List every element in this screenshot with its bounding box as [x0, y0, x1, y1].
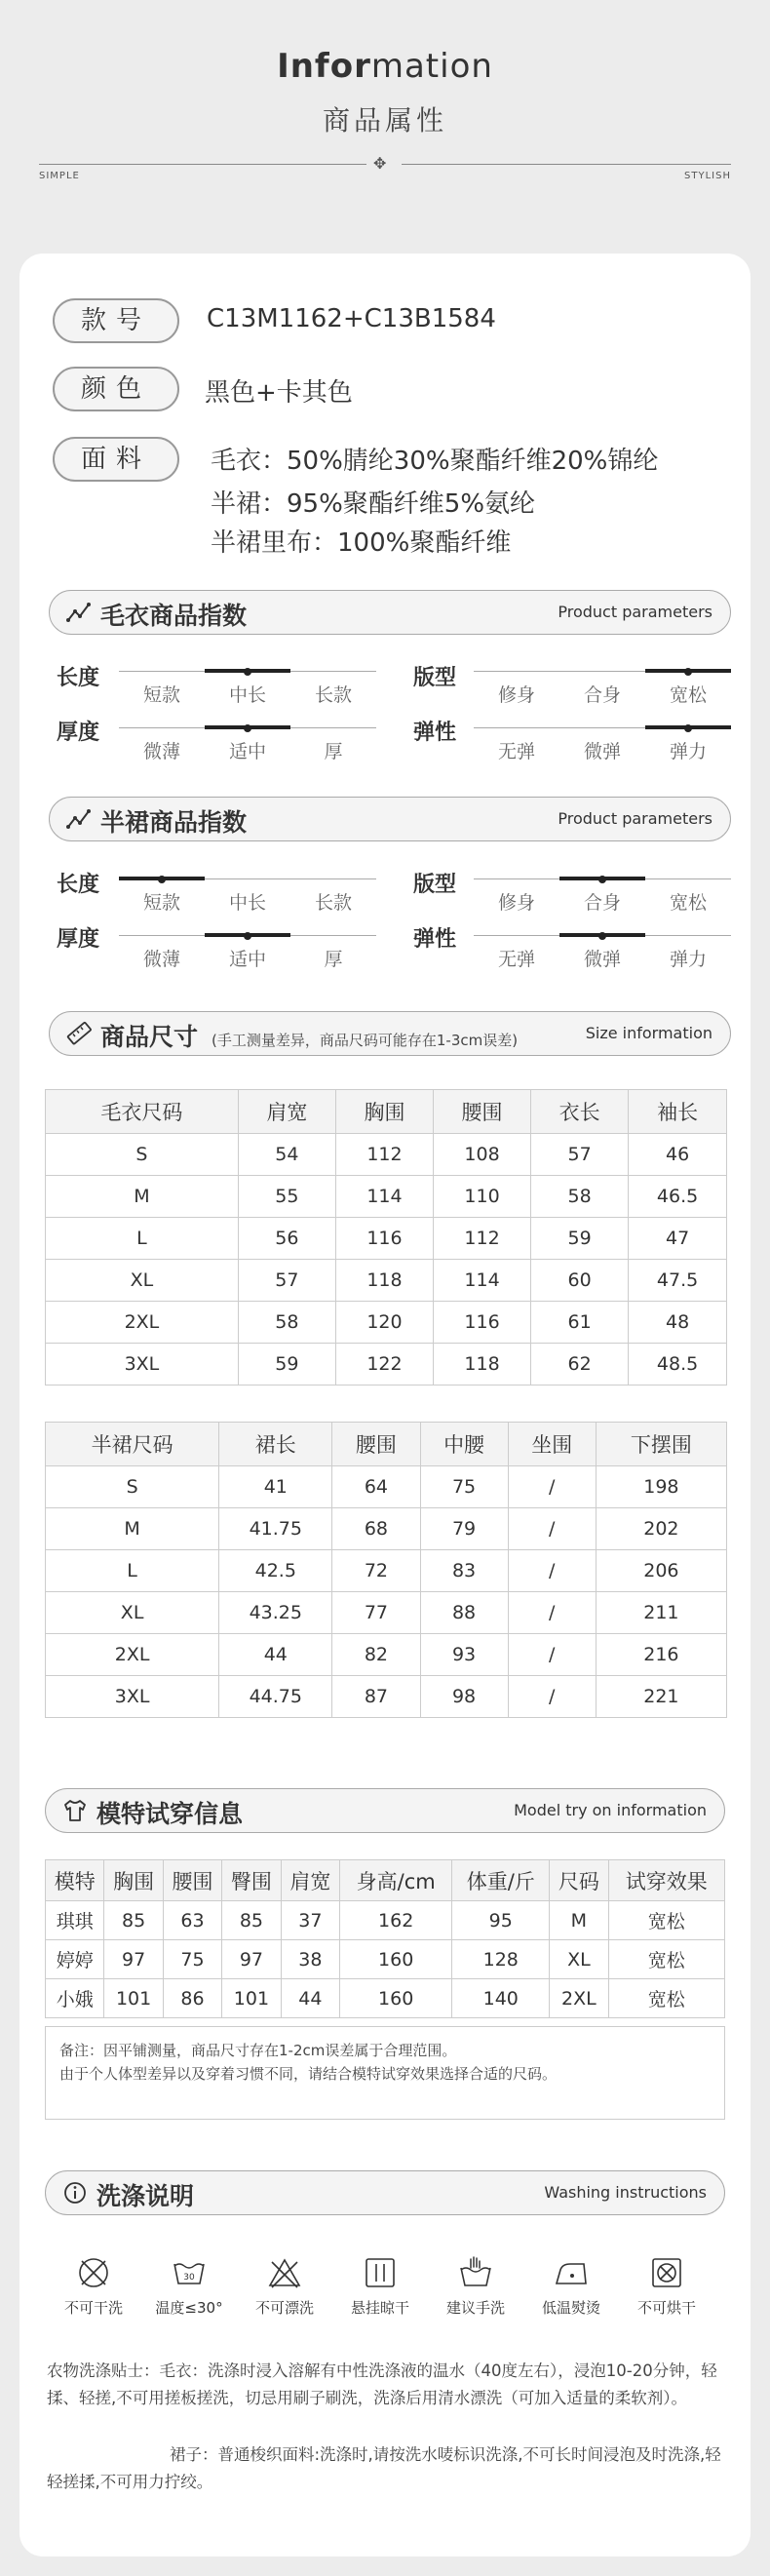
size-title: 商品尺寸 (手工测量差异，商品尺码可能存在1-3cm误差)	[100, 1023, 519, 1051]
table-cell: /	[508, 1466, 596, 1508]
table-cell: 63	[163, 1901, 221, 1940]
scale-label: 厚度	[57, 927, 100, 952]
table-cell: 75	[420, 1466, 508, 1508]
table-cell: 60	[531, 1260, 629, 1302]
table-cell: 47	[629, 1218, 727, 1260]
table-cell: 48	[629, 1302, 727, 1344]
scale-option-label: 修身	[497, 892, 535, 914]
table-row	[46, 1508, 727, 1550]
wash-title: 洗涤说明	[96, 2182, 195, 2210]
table-cell: 202	[596, 1508, 726, 1550]
table-header-cell: 肩宽	[238, 1090, 335, 1134]
scale-label: 版型	[413, 873, 457, 897]
scale-option-label: 微弹	[583, 949, 621, 970]
table-cell: L	[46, 1218, 239, 1260]
table-row	[46, 1134, 727, 1176]
table-cell: 206	[596, 1550, 726, 1592]
wash-label: 不可干洗	[63, 2299, 123, 2317]
trend-icon	[65, 805, 93, 833]
table-cell: 128	[452, 1940, 550, 1979]
color-label: 颜色	[53, 367, 179, 411]
header-title-cn: 商品属性	[322, 104, 447, 137]
table-cell: 3XL	[46, 1344, 239, 1386]
table-cell: 116	[335, 1218, 433, 1260]
shirt-icon	[61, 1797, 89, 1824]
no-tumble-dry-icon	[648, 2254, 685, 2291]
model-en: Model try on information	[514, 1801, 707, 1819]
header-title-en: Information	[277, 47, 493, 86]
table-header-cell: 体重/斤	[452, 1860, 550, 1901]
scale-option	[559, 927, 645, 970]
model-banner	[45, 1788, 725, 1833]
table-cell: 婷婷	[46, 1940, 104, 1979]
scale-option	[119, 720, 205, 762]
table-header-cell: 腰围	[163, 1860, 221, 1901]
table-cell: 83	[420, 1550, 508, 1592]
table-cell: 140	[452, 1979, 550, 2018]
table-cell: /	[508, 1634, 596, 1676]
table-cell: M	[46, 1176, 239, 1218]
skirt-index-banner	[49, 797, 731, 841]
table-cell: 42.5	[219, 1550, 332, 1592]
table-cell: 118	[335, 1260, 433, 1302]
table-header-cell: 毛衣尺码	[46, 1090, 239, 1134]
table-cell: 160	[340, 1979, 452, 2018]
scale-option-label: 宽松	[669, 892, 707, 914]
table-cell: 宽松	[608, 1940, 724, 1979]
scale-option-label: 微薄	[142, 949, 180, 970]
table-cell: 41	[219, 1466, 332, 1508]
table-cell: /	[508, 1592, 596, 1634]
scale-label: 弹性	[413, 927, 457, 952]
table-cell: 120	[335, 1302, 433, 1344]
table-cell: 211	[596, 1592, 726, 1634]
note-line: 备注：因平铺测量，商品尺寸存在1-2cm误差属于合理范围。	[59, 2042, 457, 2059]
scale-option-label: 微薄	[142, 741, 180, 762]
table-cell: 2XL	[46, 1302, 239, 1344]
table-cell: 72	[332, 1550, 420, 1592]
fabric-line: 半裙：95%聚酯纤维5%氨纶	[211, 489, 536, 519]
wash-30-icon	[171, 2254, 208, 2291]
scale-option	[645, 927, 731, 970]
color-value: 黑色+卡其色	[205, 378, 353, 408]
table-cell: 116	[434, 1302, 531, 1344]
table-cell: 64	[332, 1466, 420, 1508]
table-cell: M	[46, 1508, 219, 1550]
table-cell: 97	[104, 1940, 163, 1979]
care-tip-skirt: 裙子：普通梭织面料:洗涤时,请按洗水唛标识洗涤,不可长时间浸泡及时洗涤,轻轻搓揉,不可用力拧绞。	[47, 2445, 721, 2491]
table-cell: 93	[420, 1634, 508, 1676]
scale-label: 长度	[57, 873, 100, 897]
scale-option-label: 短款	[142, 684, 180, 706]
table-cell: 77	[332, 1592, 420, 1634]
sweater-index-title: 毛衣商品指数	[100, 602, 248, 630]
table-cell: 162	[340, 1901, 452, 1940]
scale-option-label: 无弹	[497, 741, 535, 762]
table-header-cell: 腰围	[434, 1090, 531, 1134]
model-note	[45, 2026, 725, 2120]
table-cell: /	[508, 1508, 596, 1550]
scale-option-label: 中长	[228, 892, 266, 914]
table-cell: 79	[420, 1508, 508, 1550]
sweater-thickness-scale	[119, 720, 376, 762]
crosshair-icon: ✥	[373, 154, 387, 173]
skirt-fit-scale	[474, 871, 731, 914]
table-cell: 198	[596, 1466, 726, 1508]
table-cell: 宽松	[608, 1979, 724, 2018]
info-icon	[61, 2179, 89, 2206]
table-cell: 小娥	[46, 1979, 104, 2018]
scale-option	[645, 663, 731, 706]
fabric-line: 毛衣：50%腈纶30%聚酯纤维20%锦纶	[211, 447, 659, 476]
table-header-cell: 中腰	[420, 1423, 508, 1466]
table-cell: 95	[452, 1901, 550, 1940]
scale-option	[290, 663, 376, 706]
table-row	[46, 1260, 727, 1302]
sweater-index-en: Product parameters	[558, 603, 712, 621]
table-cell: 琪琪	[46, 1901, 104, 1940]
table-cell: /	[508, 1676, 596, 1718]
table-cell: XL	[46, 1592, 219, 1634]
table-header-cell: 胸围	[104, 1860, 163, 1901]
fabric-line: 半裙里布：100%聚酯纤维	[211, 528, 512, 558]
table-cell: XL	[550, 1940, 608, 1979]
skirt-size-table	[45, 1422, 727, 1718]
scale-option	[474, 720, 559, 762]
hang-dry-icon	[362, 2254, 399, 2291]
model-title: 模特试穿信息	[96, 1800, 244, 1828]
wash-item	[331, 2254, 429, 2318]
table-cell: 2XL	[46, 1634, 219, 1676]
scale-option-label: 弹力	[669, 741, 707, 762]
table-cell: 46	[629, 1134, 727, 1176]
scale-option	[559, 663, 645, 706]
divider-right	[402, 164, 731, 165]
stylish-tag: STYLISH	[684, 171, 731, 181]
table-header-cell: 腰围	[332, 1423, 420, 1466]
scale-option-label: 适中	[228, 741, 266, 762]
sweater-length-scale	[119, 663, 376, 706]
table-header-cell: 尺码	[550, 1860, 608, 1901]
scale-option-label: 修身	[497, 684, 535, 706]
table-cell: 2XL	[550, 1979, 608, 2018]
scale-label: 长度	[57, 666, 100, 690]
table-header-cell: 臀围	[222, 1860, 281, 1901]
scale-option	[205, 720, 290, 762]
care-tip-sweater: 农物洗涤贴士：毛衣：洗涤时浸入溶解有中性洗涤液的温水（40度左右），浸泡10-20分钟，轻揉、轻搓,不可用搓板搓洗，切忌用刷子刷洗，洗涤后用清水漂洗（可加入适量的柔软剂）。	[47, 2361, 717, 2407]
scale-option	[645, 720, 731, 762]
table-row	[46, 1592, 727, 1634]
low-iron-icon	[553, 2254, 590, 2291]
ruler-icon	[65, 1020, 93, 1047]
table-cell: S	[46, 1134, 239, 1176]
table-cell: 44	[281, 1979, 339, 2018]
sweater-fit-scale	[474, 663, 731, 706]
scale-option	[474, 871, 559, 914]
style-number-value: C13M1162+C13B1584	[207, 304, 496, 333]
table-cell: 44	[219, 1634, 332, 1676]
table-cell: 82	[332, 1634, 420, 1676]
table-cell: M	[550, 1901, 608, 1940]
wash-label: 温度≤30°	[155, 2299, 223, 2317]
table-cell: 58	[238, 1302, 335, 1344]
table-cell: 87	[332, 1676, 420, 1718]
table-header-cell: 衣长	[531, 1090, 629, 1134]
divider-left	[39, 164, 366, 165]
wash-item	[618, 2254, 715, 2318]
table-cell: 55	[238, 1176, 335, 1218]
table-row	[46, 1550, 727, 1592]
table-cell: 57	[531, 1134, 629, 1176]
table-cell: 62	[531, 1344, 629, 1386]
table-cell: 41.75	[219, 1508, 332, 1550]
table-cell: 44.75	[219, 1676, 332, 1718]
scale-option	[290, 871, 376, 914]
table-cell: 37	[281, 1901, 339, 1940]
info-card	[19, 254, 751, 2556]
hand-wash-icon	[457, 2254, 494, 2291]
model-table	[45, 1859, 725, 2018]
table-cell: 61	[531, 1302, 629, 1344]
table-row	[46, 1634, 727, 1676]
table-header-row	[46, 1423, 727, 1466]
table-row	[46, 1940, 725, 1979]
wash-label: 不可烘干	[636, 2299, 696, 2317]
table-cell: 160	[340, 1940, 452, 1979]
table-cell: XL	[46, 1260, 239, 1302]
table-cell: 114	[434, 1260, 531, 1302]
scale-option	[290, 720, 376, 762]
table-cell: 38	[281, 1940, 339, 1979]
scale-option	[559, 871, 645, 914]
scale-option	[119, 927, 205, 970]
wash-item	[45, 2254, 142, 2318]
table-header-cell: 肩宽	[281, 1860, 339, 1901]
note-line: 由于个人体型差异以及穿着习惯不同，请结合模特试穿效果选择合适的尺码。	[59, 2065, 558, 2083]
table-cell: 97	[222, 1940, 281, 1979]
trend-icon	[65, 599, 93, 626]
table-cell: 85	[222, 1901, 281, 1940]
table-cell: 48.5	[629, 1344, 727, 1386]
table-row	[46, 1901, 725, 1940]
table-header-cell: 裙长	[219, 1423, 332, 1466]
scale-option-label: 短款	[142, 892, 180, 914]
wash-item	[427, 2254, 524, 2318]
table-cell: 118	[434, 1344, 531, 1386]
table-cell: 46.5	[629, 1176, 727, 1218]
scale-option	[474, 663, 559, 706]
table-header-cell: 半裙尺码	[46, 1423, 219, 1466]
table-header-cell: 坐围	[508, 1423, 596, 1466]
wash-item	[522, 2254, 620, 2318]
skirt-index-en: Product parameters	[558, 809, 712, 828]
table-cell: 58	[531, 1176, 629, 1218]
table-row	[46, 1979, 725, 2018]
table-header-cell: 模特	[46, 1860, 104, 1901]
page-header	[0, 0, 770, 254]
scale-option	[205, 663, 290, 706]
wash-banner	[45, 2170, 725, 2215]
size-banner	[49, 1011, 731, 1056]
wash-item	[140, 2254, 238, 2318]
table-cell: 108	[434, 1134, 531, 1176]
size-en: Size information	[585, 1024, 712, 1042]
style-number-label: 款号	[53, 298, 179, 343]
svg-text:30: 30	[183, 2273, 195, 2283]
table-row	[46, 1218, 727, 1260]
table-cell: S	[46, 1466, 219, 1508]
scale-option	[559, 720, 645, 762]
table-cell: 88	[420, 1592, 508, 1634]
table-cell: 101	[104, 1979, 163, 2018]
table-cell: 221	[596, 1676, 726, 1718]
table-header-cell: 胸围	[335, 1090, 433, 1134]
table-cell: 59	[531, 1218, 629, 1260]
table-cell: 216	[596, 1634, 726, 1676]
scale-option-label: 弹力	[669, 949, 707, 970]
sweater-elastic-scale	[474, 720, 731, 762]
table-cell: 68	[332, 1508, 420, 1550]
scale-option	[205, 871, 290, 914]
table-header-row	[46, 1090, 727, 1134]
scale-option	[119, 871, 205, 914]
table-cell: 110	[434, 1176, 531, 1218]
scale-option	[119, 663, 205, 706]
table-cell: /	[508, 1550, 596, 1592]
table-cell: L	[46, 1550, 219, 1592]
table-header-row	[46, 1860, 725, 1901]
table-cell: 57	[238, 1260, 335, 1302]
wash-item	[236, 2254, 333, 2318]
table-cell: 112	[434, 1218, 531, 1260]
scale-option-label: 厚	[324, 741, 343, 762]
table-cell: 43.25	[219, 1592, 332, 1634]
table-row	[46, 1676, 727, 1718]
wash-label: 悬挂晾干	[350, 2299, 409, 2317]
table-row	[46, 1344, 727, 1386]
skirt-index-title: 半裙商品指数	[100, 808, 248, 837]
wash-label: 低温熨烫	[541, 2299, 600, 2317]
no-dry-clean-icon	[75, 2254, 112, 2291]
table-row	[46, 1466, 727, 1508]
scale-option	[474, 927, 559, 970]
scale-option-label: 合身	[583, 892, 621, 914]
skirt-elastic-scale	[474, 927, 731, 970]
scale-label: 厚度	[57, 721, 100, 745]
size-subtitle: (手工测量差异，商品尺码可能存在1-3cm误差)	[212, 1032, 519, 1049]
scale-option-label: 无弹	[497, 949, 535, 970]
sweater-size-table	[45, 1089, 727, 1386]
table-row	[46, 1176, 727, 1218]
table-header-cell: 试穿效果	[608, 1860, 724, 1901]
skirt-length-scale	[119, 871, 376, 914]
scale-label: 版型	[413, 666, 457, 690]
table-cell: 86	[163, 1979, 221, 2018]
table-cell: 122	[335, 1344, 433, 1386]
table-cell: 54	[238, 1134, 335, 1176]
scale-label: 弹性	[413, 721, 457, 745]
scale-option-label: 中长	[228, 684, 266, 706]
table-cell: 3XL	[46, 1676, 219, 1718]
scale-option-label: 适中	[228, 949, 266, 970]
scale-option	[205, 927, 290, 970]
table-cell: 宽松	[608, 1901, 724, 1940]
skirt-thickness-scale	[119, 927, 376, 970]
sweater-index-banner	[49, 590, 731, 635]
table-header-cell: 下摆围	[596, 1423, 726, 1466]
table-cell: 56	[238, 1218, 335, 1260]
table-cell: 75	[163, 1940, 221, 1979]
fabric-label: 面料	[53, 437, 179, 482]
table-row	[46, 1302, 727, 1344]
table-cell: 85	[104, 1901, 163, 1940]
wash-label: 建议手洗	[445, 2299, 505, 2317]
wash-en: Washing instructions	[544, 2183, 707, 2202]
scale-option-label: 厚	[324, 949, 343, 970]
scale-option	[290, 927, 376, 970]
table-header-cell: 身高/cm	[340, 1860, 452, 1901]
table-cell: 112	[335, 1134, 433, 1176]
scale-option	[645, 871, 731, 914]
table-cell: 101	[222, 1979, 281, 2018]
wash-label: 不可漂洗	[254, 2299, 314, 2317]
table-header-cell: 袖长	[629, 1090, 727, 1134]
scale-option-label: 合身	[583, 684, 621, 706]
table-cell: 98	[420, 1676, 508, 1718]
scale-option-label: 微弹	[583, 741, 621, 762]
table-cell: 114	[335, 1176, 433, 1218]
simple-tag: SIMPLE	[39, 171, 80, 181]
table-cell: 59	[238, 1344, 335, 1386]
scale-option-label: 长款	[314, 684, 352, 706]
scale-option-label: 宽松	[669, 684, 707, 706]
scale-option-label: 长款	[314, 892, 352, 914]
table-cell: 47.5	[629, 1260, 727, 1302]
no-bleach-icon	[266, 2254, 303, 2291]
